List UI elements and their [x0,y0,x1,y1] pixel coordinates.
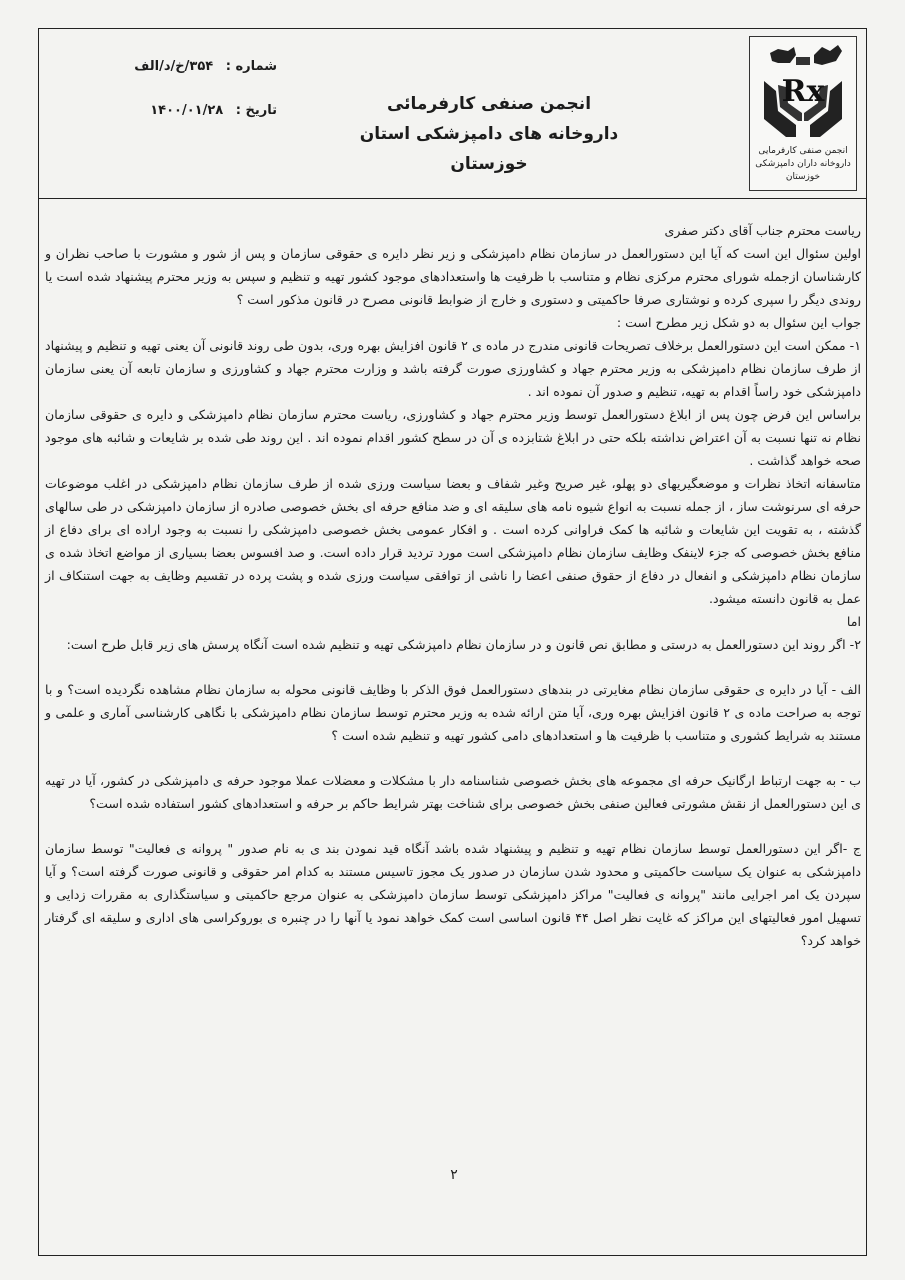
number-label: شماره : [225,59,277,74]
question-alef: الف - آیا در دایره ی حقوقی سازمان نظام مغایرتی در بندهای دستورالعمل فوق الذکر با وظایف قانونی محوله به سازمان نظام مشاهده نگردیده است؟ و با توجه به صراحت ماده ی ۲ قانون افزایش بهره وری، آیا متن ارائه شده به وزیر محترم توسط سازمان نظام دامپزشکی با نگاهی کارشناسی آماری و علمی و مستند به شرایط کشوری و متناسب با ظرفیت ها و استعدادهای دامی کشور تهیه و تنظیم شده است ؟ [45,682,861,743]
spacer [45,656,861,678]
date-value: ۱۴۰۰/۰۱/۲۸ [150,103,224,118]
question-be: ب - به جهت ارتباط ارگانیک حرفه ای مجموعه های بخش خصوصی شناسنامه دار با مشکلات و معضلات عملا موجود حرفه ی دامپزشکی در کشور، آیا در تهیه ی این دستورالعمل از نقش مشورتی فعالین صنفی بخش خصوصی برای شناخت بهتر شرایط حاکم بر حرفه و استعدادهای کشور استفاده شده است؟ [45,773,861,811]
organization-title [339,89,639,179]
letterhead [39,29,866,199]
paragraph-5: متاسفانه اتخاذ نظرات و موضعگیریهای دو پهلو، غیر صریح وغیر شفاف و بعضا سیاست ورزی شده از طرف سازمان نظام دامپزشکی در اغلب موضوعات حرفه ای سرنوشت ساز ، از جمله نسبت به انواع شیوه نامه های سلیقه ای و ضد منافع حرفه ای بخش خصوصی صادره از سازمان دامپزشکی در طی سالهای گذشته ، به تقویت این شایعات و شائبه ها کمک فراوانی کرده است . و افکار عمومی بخش خصوصی دامپزشکی را نسبت به وجود اراده ای برای دفاع از منافع بخش خصوصی که جزء لاینفک وظایف سازمان نظام دامپزشکی است مورد تردید قرار داده است. و صد افسوس بعضا بسیاری از مواضع اتخاذ شده ی سازمان نظام دامپزشکی و انفعال در دفاع از حقوق صنفی اعضا را ناشی از توافقی سیاست ورزی شده و پشت پرده در تقسیم وظایف به جهت استنکاف از عمل به قانون دانسته میشود. [45,476,861,606]
association-logo [749,36,857,191]
letter-body [39,219,868,952]
letter-number-row [77,57,277,101]
date-label: تاریخ : [235,103,277,118]
spacer [45,747,861,769]
paragraph-3: ۱- ممکن است این دستورالعمل برخلاف تصریحات قانونی مندرج در ماده ی ۲ قانون افزایش بهره وری، بدون طی روند قانونی آن یعنی تهیه و تنظیم و پیشنهاد از طرف سازمان نظام دامپزشکی به وزیر محترم جهاد و کشاورزی صورت گرفته باشد و وزارت محترم جهاد و کشاورزی و سازمان تابعه آن یعنی سازمان دامپزشکی خود راساً اقدام به تهیه، تنظیم و صدور آن نموده اند . [45,338,861,399]
number-value: ۳۵۴/خ/د/الف [134,59,214,74]
salutation: ریاست محترم جناب آقای دکتر صفری [664,223,861,238]
paragraph-2: جواب این سئوال به دو شکل زیر مطرح است : [616,315,861,330]
question-jim: ج -اگر این دستورالعمل توسط سازمان نظام تهیه و تنظیم و پیشنهاد شده باشد آنگاه قید نمودن بند ی به نام صدور " پروانه ی فعالیت" توسط سازمان دامپزشکی به عنوان یک سیاست حاکمیتی و محدود شدن سازمان در صدور یک مجوز تاسیس مستند به کدام امر حقوقی و قانونی صورت گرفته است؟ و آیا سپردن یک امر اجرایی مانند "پروانه ی فعالیت" مراکز دامپزشکی توسط سازمان دامپزشکی به عنوان مرجع حاکمیتی و سیاستگذاری به مقررات زدایی و تسهیل امور فعالیتهای این مراکز که غایت نظر اصل ۴۴ قانون اساسی است کمک خواهد نمود یا آنها را در چنبره ی بوروکراسی های اداری و سلیقه ای گرفتار خواهد کرد؟ [45,841,861,948]
rx-hands-emblem-icon [756,41,850,141]
paragraph-6: اما [846,614,861,629]
logo-caption-line2: داروخانه داران دامپزشکی [755,159,851,169]
org-name-line2: داروخانه های دامپزشکی استان خوزستان [359,124,619,174]
logo-caption-line1: انجمن صنفی کارفرمایی [758,146,848,156]
page-number: ۲ [450,1167,458,1183]
org-name-line1: انجمن صنفی کارفرمائی [386,94,592,114]
paragraph-7: ۲- اگر روند این دستورالعمل به درستی و مطابق نص قانون و در سازمان نظام دامپزشکی تهیه و تنظیم شده است آنگاه پرسش های زیر قابل طرح است: [66,637,861,652]
letter-meta [77,57,277,145]
page-frame [38,28,867,1256]
paragraph-1: اولین سئوال این است که آیا این دستورالعمل در سازمان نظام دامپزشکی و زیر نظر دایره ی حقوقی سازمان و پس از شور و مشورت با صاحب نظران و کارشناسان ازجمله شورای محترم مرکزی نظام و متناسب با ظرفیت ها واستعدادهای موجود کشور تهیه و تنظیم و سپس به وزیر محترم پیشنهاد شده است یا روندی دیگر را سپری کرده و نوشتاری صرفا حاکمیتی و دستوری و خارج از ضوابط قانونی مصرح در قانون مذکور است ؟ [45,246,861,307]
spacer [45,815,861,837]
letter-date-row [77,101,277,145]
rx-mark: Rx [781,74,825,109]
logo-caption-line3: خوزستان [785,172,821,182]
logo-caption [752,145,854,184]
paragraph-4: براساس این فرض چون پس از ابلاغ دستورالعمل توسط وزیر محترم جهاد و کشاورزی، ریاست محترم سازمان نظام دامپزشکی و دایره ی حقوقی سازمان نظام نه تنها نسبت به آن اعتراض نداشته بلکه حتی در ابلاغ شتابزده ی آن در سطح کشور اقدام نموده اند . این روند طی شده بر شایعات و شائبه های موجود صحه خواهد گذاشت . [45,407,861,468]
